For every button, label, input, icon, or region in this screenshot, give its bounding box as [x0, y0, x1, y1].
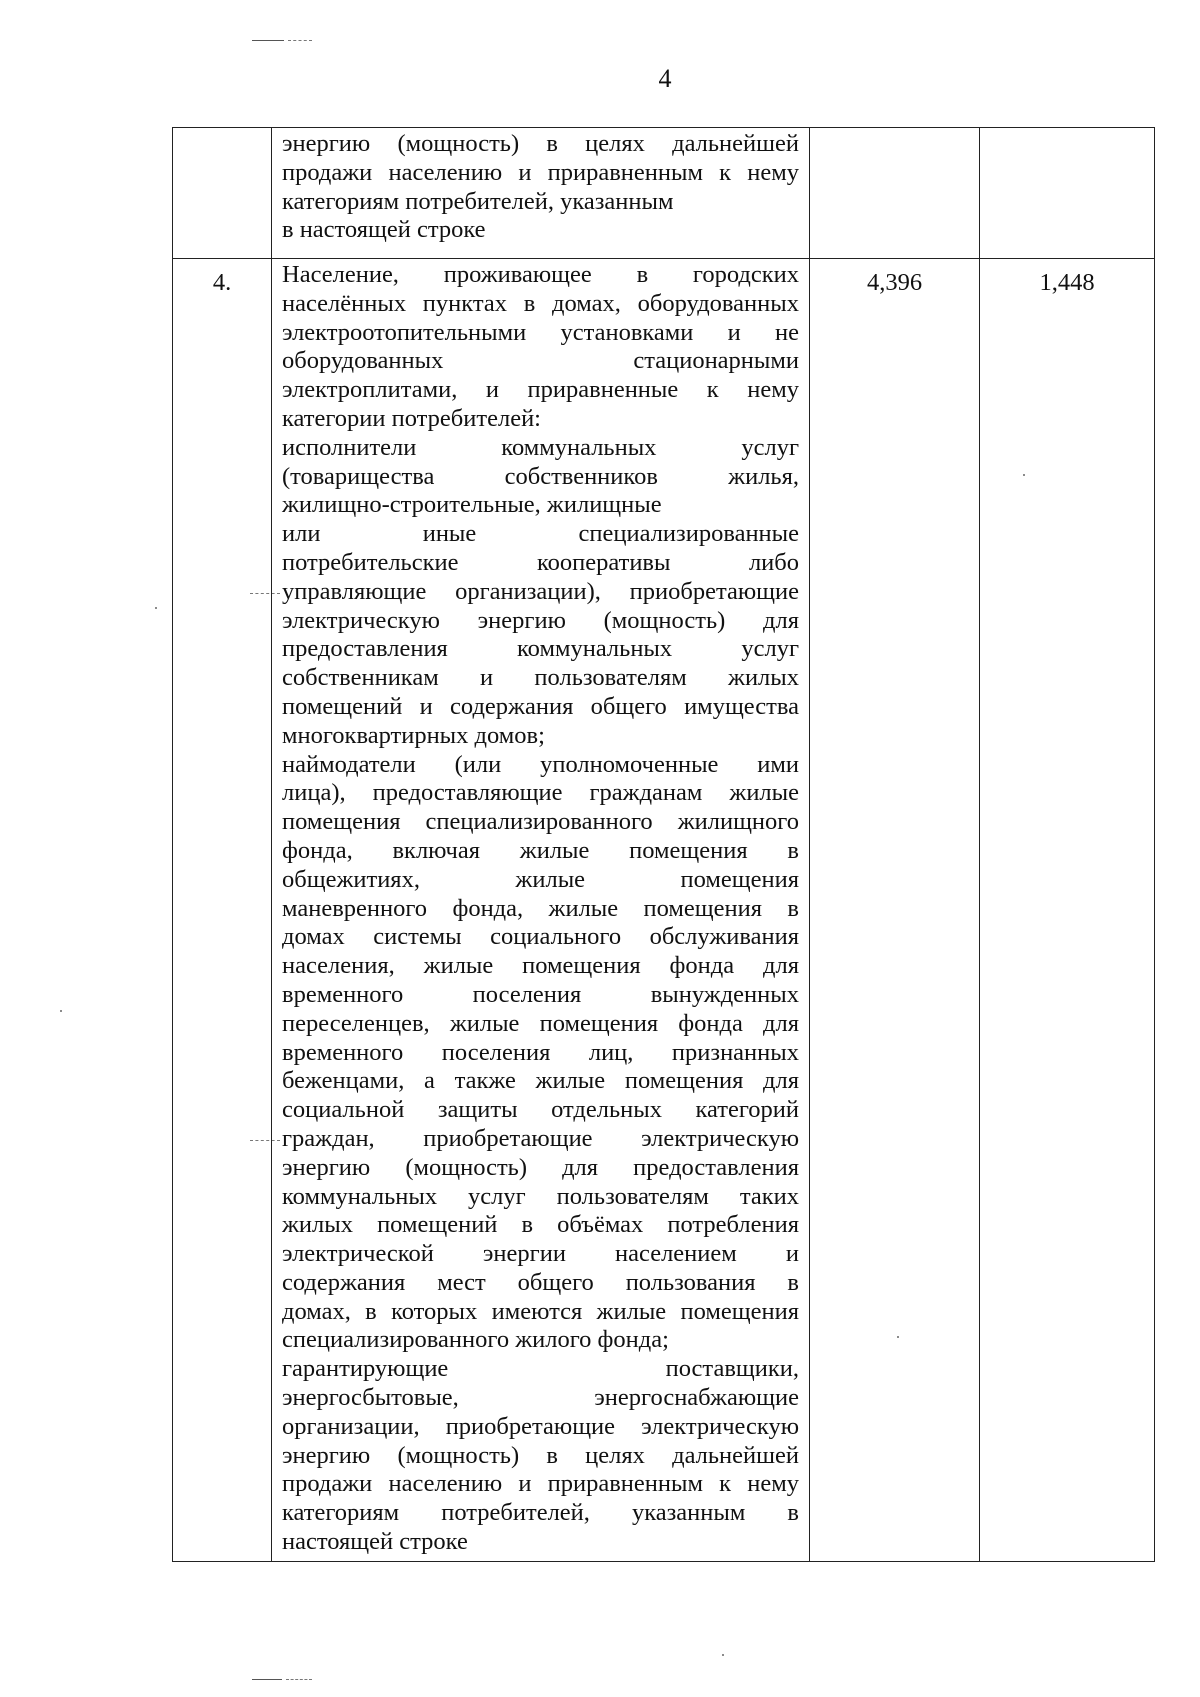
description-line: гарантирующие поставщики, [282, 1355, 799, 1383]
description-line: энергию (мощность) для предоставления [282, 1153, 799, 1181]
description-line: домах, в которых имеются жилые помещения [282, 1297, 799, 1325]
description-line: потребительские кооперативы либо [282, 548, 799, 576]
description-line: исполнители коммунальных услуг [282, 433, 799, 461]
scan-artifact-bottom-dash [286, 1679, 312, 1680]
tariff-value-2-cell: 1,448 [980, 259, 1155, 1562]
scan-dot [60, 1010, 62, 1012]
row-number-cell: 4. [173, 259, 272, 1562]
scan-dot [155, 607, 157, 609]
description-line: управляющие организации), приобретающие [282, 577, 799, 605]
description-line: электроотопительными установками и не [282, 318, 799, 346]
tariff-value-1-cell: 4,396 [810, 259, 980, 1562]
scan-dot [722, 1654, 724, 1656]
description-line: энергию (мощность) в целях дальнейшей [282, 130, 799, 157]
description-line: категории потребителей: [282, 404, 541, 432]
description-line: энергию (мощность) в целях дальнейшей [282, 1441, 799, 1469]
description-line: лица), предоставляющие гражданам жилые [282, 779, 799, 807]
description-line: временного поселения лиц, признанных [282, 1038, 799, 1066]
description-line: электрическую энергию (мощность) для [282, 606, 799, 634]
tariff-value-1-cell [810, 128, 980, 259]
description-line: собственникам и пользователям жилых [282, 664, 799, 692]
description-line: жилищно-строительные, жилищные [282, 491, 662, 519]
description-line: содержания мест общего пользования в [282, 1268, 799, 1296]
description-line: энергосбытовые, энергоснабжающие [282, 1384, 799, 1412]
description-line: помещений и содержания общего имущества [282, 692, 799, 720]
description-line: граждан, приобретающие электрическую [282, 1124, 799, 1152]
description-line: организации, приобретающие электрическую [282, 1412, 799, 1440]
description-line: продажи населению и приравненным к нему [282, 158, 799, 186]
category-description-cell [272, 128, 810, 259]
tariff-value-2-cell [980, 128, 1155, 259]
description-line: населения, жилые помещения фонда для [282, 952, 799, 980]
description-line: коммунальных услуг пользователям таких [282, 1182, 799, 1210]
page-number: 4 [658, 64, 672, 93]
description-line: общежитиях, жилые помещения [282, 865, 799, 893]
description-line: домах системы социального обслуживания [282, 923, 799, 951]
description-line: предоставления коммунальных услуг [282, 635, 799, 663]
scan-artifact-bottom [252, 1679, 282, 1680]
description-line: продажи населению и приравненным к нему [282, 1470, 799, 1498]
description-line: наймодатели (или уполномоченные ими [282, 750, 799, 778]
table-row [173, 259, 1155, 1562]
table-row [173, 128, 1155, 259]
description-line: категориям потребителей, указанным в [282, 1499, 799, 1527]
description-line: помещения специализированного жилищного [282, 808, 799, 836]
description-line: электроплитами, и приравненные к нему [282, 376, 799, 404]
description-line: настоящей строке [282, 1528, 468, 1556]
scan-artifact-top-dash [288, 40, 312, 41]
description-line: социальной защиты отдельных категорий [282, 1096, 799, 1124]
description-line: беженцами, а также жилые помещения для [282, 1067, 799, 1095]
description-line: Население, проживающее в городских [282, 261, 799, 288]
description-line: временного поселения вынужденных [282, 980, 799, 1008]
description-line: оборудованных стационарными [282, 347, 799, 375]
description-line: специализированного жилого фонда; [282, 1326, 669, 1354]
description-line: категориям потребителей, указанным [282, 187, 674, 215]
description-line: маневренного фонда, жилые помещения в [282, 894, 799, 922]
description-line: фонда, включая жилые помещения в [282, 836, 799, 864]
description-line: населённых пунктах в домах, оборудованных [282, 289, 799, 317]
description-line: или иные специализированные [282, 520, 799, 548]
description-line: электрической энергии населением и [282, 1240, 799, 1268]
tariff-table [172, 127, 1155, 1562]
description-line: многоквартирных домов; [282, 721, 545, 749]
description-line: жилых помещений в объёмах потребления [282, 1211, 799, 1239]
description-line: переселенцев, жилые помещения фонда для [282, 1009, 799, 1037]
scan-artifact-top [252, 40, 284, 41]
category-description-cell [272, 259, 810, 1562]
row-number-cell [173, 128, 272, 259]
description-line: (товарищества собственников жилья, [282, 462, 799, 490]
description-line: в настоящей строке [282, 216, 486, 244]
